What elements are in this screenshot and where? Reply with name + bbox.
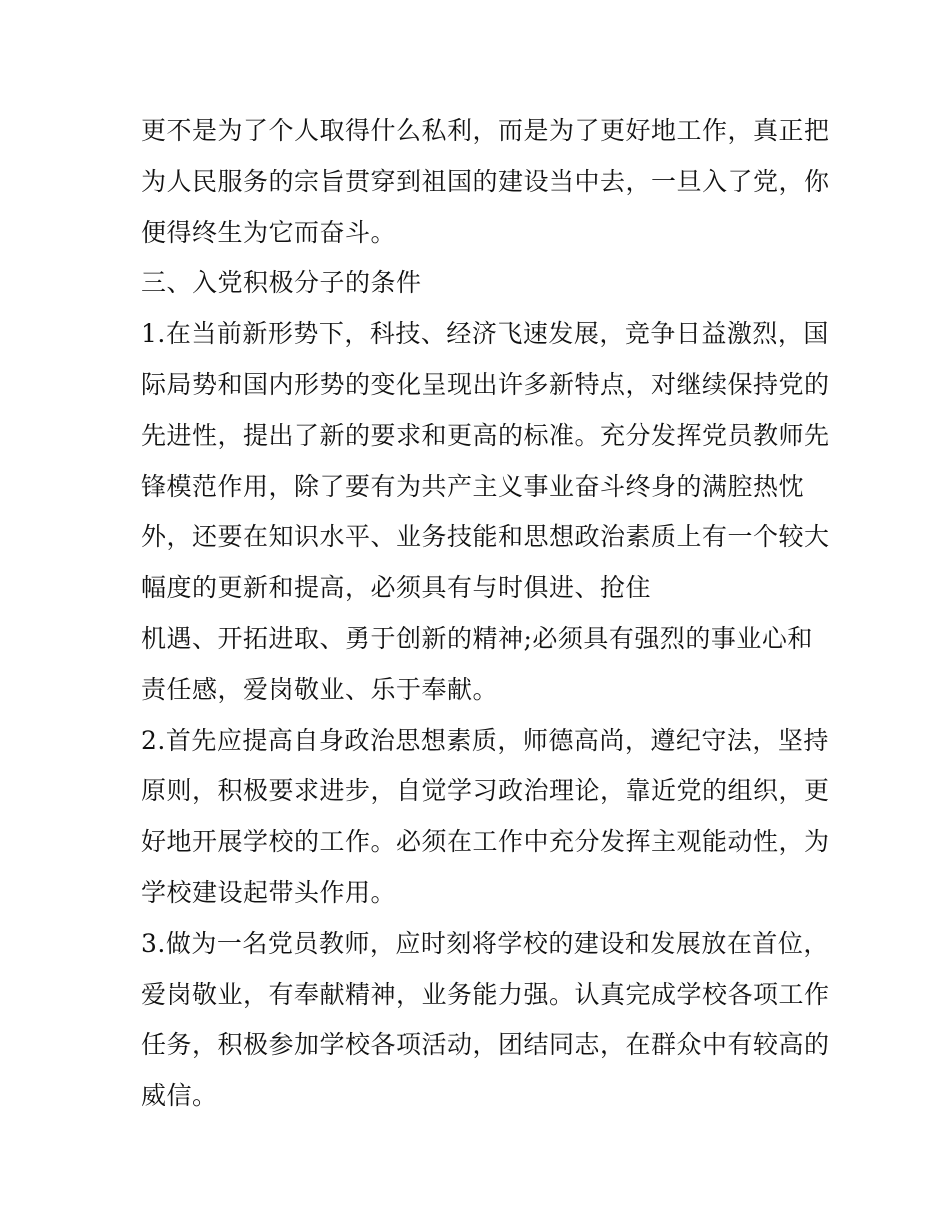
text-line: 任务，积极参加学校各项活动，团结同志，在群众中有较高的 <box>141 1030 830 1060</box>
text-line: 幅度的更新和提高，必须具有与时俱进、抢住 <box>141 573 652 603</box>
text-line: 爱岗敬业，有奉献精神，业务能力强。认真完成学校各项工作 <box>141 979 830 1009</box>
text-line: 2.首先应提高自身政治思想素质，师德高尚，遵纪守法，坚持 <box>141 725 829 755</box>
text-line: 先进性，提出了新的要求和更高的标准。充分发挥党员教师先 <box>141 420 830 450</box>
text-line: 便得终生为它而奋斗。 <box>141 217 397 247</box>
text-line: 3.做为一名党员教师，应时刻将学校的建设和发展放在首位， <box>141 928 829 958</box>
text-line: 锋模范作用，除了要有为共产主义事业奋斗终身的满腔热忱 <box>141 471 805 501</box>
text-line: 学校建设起带头作用。 <box>141 877 397 907</box>
text-line: 更不是为了个人取得什么私利，而是为了更好地工作，真正把 <box>141 116 830 145</box>
text-line: 威信。 <box>141 1081 218 1111</box>
text-line: 为人民服务的宗旨贯穿到祖国的建设当中去，一旦入了党，你 <box>141 166 830 196</box>
text-line: 机遇、开拓进取、勇于创新的精神;必须具有强烈的事业心和 <box>141 623 813 653</box>
text-line: 1.在当前新形势下，科技、经济飞速发展，竞争日益激烈，国 <box>141 319 829 349</box>
text-line: 际局势和国内形势的变化呈现出许多新特点，对继续保持党的 <box>141 369 830 399</box>
document-body <box>141 106 830 1122</box>
text-line: 原则，积极要求进步，自觉学习政治理论，靠近党的组织，更 <box>141 776 830 806</box>
text-line: 好地开展学校的工作。必须在工作中充分发挥主观能动性，为 <box>141 827 830 857</box>
section-heading: 三、入党积极分子的条件 <box>141 268 422 298</box>
text-line: 外，还要在知识水平、业务技能和思想政治素质上有一个较大 <box>141 522 830 552</box>
text-line: 责任感，爱岗敬业、乐于奉献。 <box>141 674 499 704</box>
